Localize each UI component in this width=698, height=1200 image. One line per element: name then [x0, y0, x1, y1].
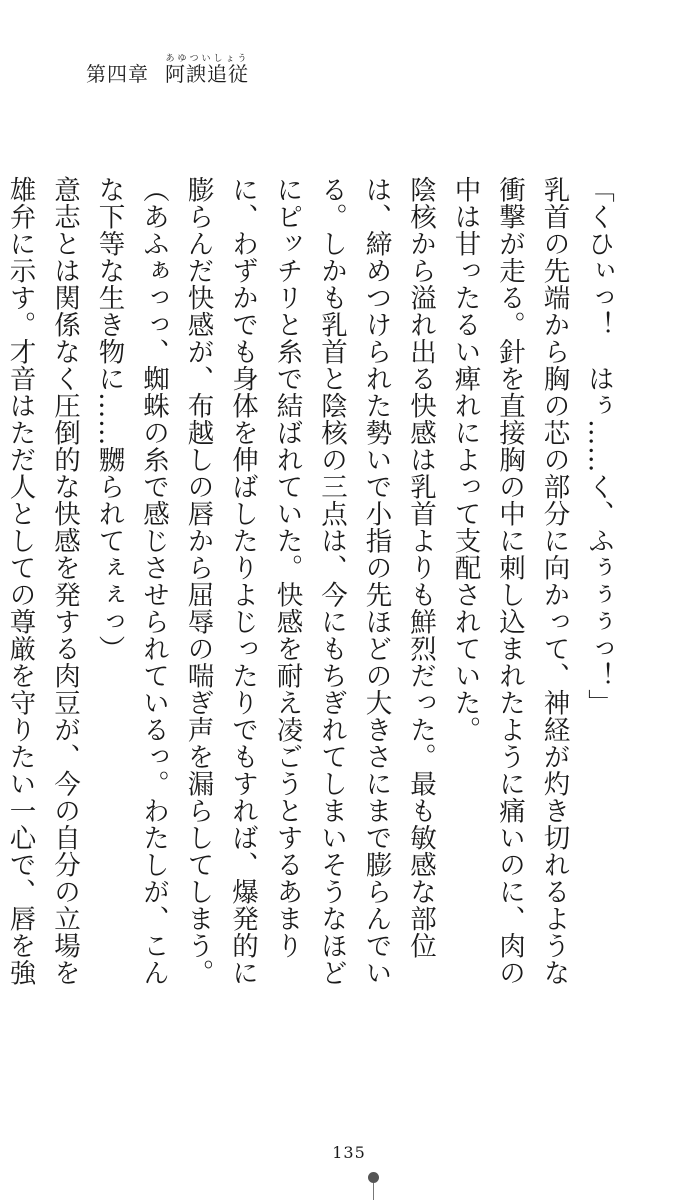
page-marker-dot: [368, 1172, 379, 1183]
chapter-title-ruby: あゆついしょう: [165, 54, 249, 64]
chapter-title: [165, 54, 249, 86]
body-paragraph: 陰核から溢れ出る快感は乳首よりも鮮烈だった。最も敏感な部位は、締めつけられた勢いで小指の先ほどの大きさにまで膨らんでいる。しかも乳首と陰核の三点は、今にもちぎれてしまいそうなほどにピッチリと糸で結ばれていた。快感を耐え凌ごうとするあまりに、わずかでも身体を伸ばしたりよじったりでもすれば、爆発的に膨らんだ快感が、布越しの唇から屈辱の喘ぎ声を漏らしてしまう。: [182, 176, 436, 986]
page-number: 135: [332, 1143, 366, 1162]
body-paragraph: 乳首の先端から胸の芯の部分に向かって、神経が灼き切れるような衝撃が走る。針を直接胸の中に刺し込まれたように痛いのに、肉の中は甘ったるい痺れによって支配されていた。: [449, 176, 570, 986]
page-marker-line: [373, 1183, 374, 1200]
chapter-title-text: 阿諛追従: [165, 62, 249, 86]
body-paragraph: 意志とは関係なく圧倒的な快感を発する肉豆が、今の自分の立場を雄弁に示す。才音はただ人としての尊厳を守りたい一心で、唇を強: [4, 176, 80, 986]
chapter-number: 第四章: [86, 62, 149, 86]
inner-thought-paragraph: （あふぁっっ、蜘蛛の糸で感じさせられているっ。わたしが、こんな下等な生き物に……嬲られてぇぇっ）: [93, 176, 169, 986]
dialogue-paragraph: 「くひぃっ！ はぅ……く、ふぅぅぅっ！」: [583, 176, 614, 716]
running-header: [86, 54, 249, 87]
body-text: [0, 176, 620, 986]
